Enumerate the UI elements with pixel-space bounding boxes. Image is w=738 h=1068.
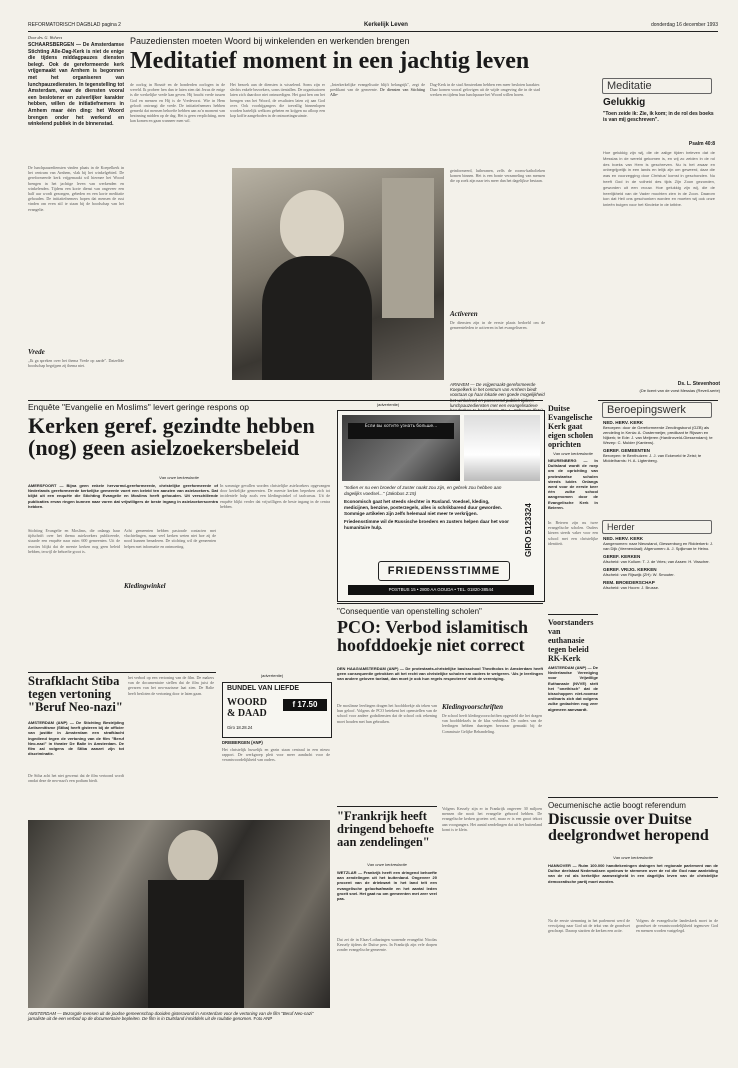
sidebar-rule xyxy=(598,400,718,401)
meditatie-box-label: Meditatie xyxy=(602,78,712,94)
protest-caption-text: AMSTERDAM — Bezorgde mensen uit de joodse gemeenschap dooiden gisteravond in Amsterdam voor de vertoning van de film "Beruf Neo-nazi" jamaliste uit de een verbod op de documentaire bepleiten. De film is in Duitsland inmiddels uit de roulatie genomen. xyxy=(28,1011,314,1022)
ad-right-label: (advertentie) xyxy=(376,402,400,407)
sidebar-section-text: Aangenomen: naar Nieuwland, Giessenburg en Ridderkerk: J. van Dijk (Veenendaal); Afgenomen: A. J. Spijkman te Heino. xyxy=(603,541,714,551)
pco-headline: PCO: Verbod islamitisch hoofddoekje niet correct xyxy=(337,617,529,656)
pco-col2: De school heeft kledingvoorschriften opgesteld die het dragen van hoofddeksels in de klas verbieden. De ouders van de leerlingen hebben daartegen bezwaar gemaakt bij de Commissie Gelijke Behandeling. xyxy=(442,713,542,734)
asylum-byline: Van onze kerkredactie xyxy=(159,475,199,480)
sidebar-section-text: Afscheid: van Kollum: T. J. de Vries; van Assen: H. Visscher. xyxy=(603,559,710,564)
meditatie-title: Gelukkig xyxy=(603,97,646,108)
woord-daad-ad xyxy=(222,682,332,738)
protest-photo xyxy=(28,820,330,1008)
asylum-col2: Acht gemeenten hebben pastorale contacten met vluchtelingen, maar veel kerken weten niet hoe zij de nood kunnen benaderen. De stichting wil de gemeenten helpen met informatie en ontmoeting. xyxy=(124,528,216,549)
lead-intro: SCHAARSBERGEN — De Amsterdamse Stichting Alle-Dag-Kerk is niet de enige die tijdens middagpauzes diensten belegt. Ook de gereformeerde kerk vrijgemaakt van Arnhem is begonnen met het organiseren van lunchpauzediensten. In tegenstelling tot Amsterdam, waar de diensten vooral een beslotener en zuiverlijker karakter hebben, willen de initiatiefnemers in Arnhem maar één ding: het Woord brengen onder het werkend en winkelend publiek in de binnenstad. xyxy=(28,42,124,128)
ad-left-headline: BUNDEL VAN LIEFDE xyxy=(227,685,300,692)
lead-body-col3: Het bezoek aan de diensten is wisselend. Soms zijn er slechts enkele bezoekers, soms tientallen. De organisatoren laten zich daardoor niet ontmoedigen. Het gaat hen om het brengen van het Woord, de resultaten laten zij aan God over. Ook voorbijgangers die toevallig binnenlopen worden hartelijk welkom geheten en krijgen na afloop een kop koffie aangeboden in de ontmoetingsruimte. xyxy=(230,82,325,119)
sidebar-section-text: Afscheid: van Hoorn: J. Brusse. xyxy=(603,585,660,590)
ad-left-brand: WOORD & DAAD xyxy=(227,697,267,719)
sidebar-section-text: Beroepen: te Benthuizen: J. J. van Eckeveld te Zeist; te Middelharnis: H. A. Ligtenberg. xyxy=(603,453,702,463)
lead-subhead-activeren: Activeren xyxy=(450,310,478,318)
frankrijk-intro: WETZLAR — Frankrijk heeft een dringend behoefte aan zendelingen uit het buitenland. Ongeveer 20 procent van de driekwart in het land telt een evangelische geloofsafmatie en het aantal leden groeit snel. Het gaat nu om gemeenten met zeer veel pas. xyxy=(337,870,437,902)
lead-body-col2: de oorlog in Bosnië en de honderden oorlogen in de wereld. Ik probeer hen dan te laten zien dat Jezus de enige is die werkelijke vrede kan geven. Hij bracht vrede tussen God en mensen en Hij is de Vredevorst. Wie in Hem gelooft ontvangt die vrede. De initiatiefnemers hebben gemerkt dat mensen behoefte hebben aan zo'n moment van bezinning midden op de dag. Het is geen verplichting, men kan komen en gaan wanneer men wil. xyxy=(130,82,225,124)
pco-col1: De moslimse leerlingen dragen het hoofddoekje als teken van hun geloof. Volgens de PCO betekent het openstellen van de school voor andere godsdiensten dat de school ook rekening moet houden met hun gebruiken. xyxy=(337,703,437,724)
sidebar-section-name: GEREF. KERKEN xyxy=(603,554,641,559)
straf-rule xyxy=(28,672,216,673)
straf-headline: Strafklacht Stiba tegen vertoning "Beruf Neo-nazi" xyxy=(28,674,123,714)
lead-subhead-vrede: Vrede xyxy=(28,348,45,356)
straf-body: De Stiba acht het niet gewenst dat de film vertoond wordt omdat deze de neo-nazi's een podium biedt. xyxy=(28,773,124,784)
header-rule xyxy=(28,31,718,32)
ad-giro: GIRO 5123324 xyxy=(524,503,533,557)
frankrijk-byline: Van onze kerkredactie xyxy=(367,862,407,867)
sidebar-section-text: Beroepen: door de Gereformeerde Zendingsbond (GZB) als zendeling in Kenia: A. Oostermeijer, predikant te Rijssen en Nijkerk; te Ede: J. van Meijeren (Hardinxveld-Giessendam); te Wezep: C. Mulder (Kantens). xyxy=(603,425,713,445)
duitse-euthanasie-column xyxy=(548,404,598,794)
euthanasie-headline: Voorstanders van euthanasie tegen beleid RK-Kerk xyxy=(548,614,598,663)
ad-photo-snow xyxy=(464,415,540,481)
friedensstimme-ad xyxy=(337,410,545,602)
asylum-headline: Kerken geref. gezindte hebben (nog) geen asielzoekersbeleid xyxy=(28,413,315,461)
driebergen-body: Het christelijk huwelijk en gezin staan centraal in een nieuw rapport. De werkgroep pleit voor meer aandacht voor de verantwoordelijkheid van ouders. xyxy=(222,747,330,763)
ad-brand: FRIEDENSSTIMME xyxy=(378,561,510,581)
lead-body-vrede: ,,Ik ga spreken over het thema Vrede op aarde". Datzelfde boodschap begrijpen zij thema niet. xyxy=(28,358,124,369)
asylum-subhead: Kledingwinkel xyxy=(124,582,166,590)
ad-left-giro: Giro 18.28.24 xyxy=(227,725,253,730)
meditatie-verse: "Toen zeide ik: Zie, ik kom; in de rol des boeks is van mij geschreven". xyxy=(603,111,714,123)
ad-copy-help: Friedensstimme wil de Russische broeders en zusters helpen daar het voor humanitaire hulp. xyxy=(344,519,509,530)
lead-body-col1: De lunchpauzediensten vinden plaats in de Koepelkerk in het centrum van Arnhem, vlak bij het winkelgebied. De gereformeerde kerk vrijgemaakt wil hiermee het Woord brengen in het jachtige leven van werkenden en winkelenden. Tijdens een korte dienst van ongeveer een half uur wordt gezongen, gebeden en een korte meditatie gehouden. De initiatiefnemers hopen dat mensen de rust vinden om even stil te staan bij de boodschap van het evangelie. xyxy=(28,165,124,212)
lead-byline: Door drs. G. Wolvers xyxy=(28,35,63,40)
ad-left-price: f 17.50 xyxy=(283,699,327,711)
building-column xyxy=(382,178,434,318)
ad-left-label: (advertentie) xyxy=(260,673,284,678)
meditatie-ref: Psalm 40:8 xyxy=(688,141,715,147)
oecum-kicker: Oecumenische actie boogt referendum xyxy=(548,801,686,810)
sidebar-section-name: GEREF. GEMEENTEN xyxy=(603,448,650,453)
lead-body-col4: ,,Interkerkelijke evangelisatie blijft belangrijk", zegt de predikant van de gemeente. De diensten van Stichting Alle- xyxy=(330,82,425,98)
sidebar-section-name: REM. BROEDERSCHAP xyxy=(603,580,655,585)
portrait-coat xyxy=(262,256,372,380)
lead-body-col6: geinformeerd, lutheranen, zelfs de rooms-katholieken komen binnen. Het is een bonte verzameling van mensen die op zoek zijn naar iets meer dan het dagelijkse bestaan. xyxy=(450,168,545,184)
frankrijk-body: Dat zei de in Elzas-Lotharingen wonende evangelist Nicolas Kessely tijdens de Duitse pers. In Frankrijk zijn vele dorpen zonder evangelische gemeente. xyxy=(337,937,437,953)
portrait-face xyxy=(280,190,344,260)
ad-copy xyxy=(344,485,514,555)
oecum-byline: Van onze kerkredactie xyxy=(613,855,653,860)
driebergen-subhead: DRIEBERGEN (ANP) xyxy=(222,740,263,745)
paper-name: REFORMATORISCH DAGBLAD pagina 2 xyxy=(28,22,121,28)
frankrijk-rule xyxy=(337,806,437,807)
lead-body-col7: De diensten zijn in de eerste plaats bedoeld om de gemeenteleden te activeren in het evangeliseren. xyxy=(450,320,545,331)
ad-verse: "Indien er nu een broeder of zuster naakt zou zijn, en gebrek zou hebben aan dagelijks voedsel..." (Jakobus 2:15) xyxy=(344,485,502,496)
protest-caption xyxy=(28,1011,330,1039)
lead-caption-text: ARNHEM — De vrijgemaakt-gereformeerde Koepelkerk in het centrum van Arnhem biedt voortaan op haar lokatie een goede mogelijkheid lunchpauzediensten met een evangelisatieve xyxy=(450,382,545,408)
sidebar-section-text: Afscheid: van Rijswijk (ZH): W. Smouter. xyxy=(603,572,675,577)
duitse-body: In Beieren zijn nu twee evangelische scholen. Ouders kiezen steeds vaker voor een school met een christelijke identiteit. xyxy=(548,520,598,546)
frankrijk-col2: Volgens Kessely zijn er in Frankrijk ongeveer 30 miljoen mensen die nooit het evangelie gehoord hebben. De evangelische kerken groeien wel, maar er is een groot tekort aan voorgangers. Het aantal zendelingen dat uit het buitenland komt is te klein. xyxy=(442,806,542,832)
page-header xyxy=(28,20,718,30)
photo-face xyxy=(168,830,218,886)
ad-photo-russia xyxy=(342,415,460,481)
sidebar-section-name: GEREF. VRIJG. KERKEN xyxy=(603,567,657,572)
pco-subhead: Kledingvoorschriften xyxy=(442,703,504,711)
oecum-rule xyxy=(548,797,718,798)
duitse-headline: Duitse Evangelische Kerk gaat eigen scholen oprichten xyxy=(548,404,594,449)
protest-caption-credit: Foto ANP xyxy=(253,1016,273,1022)
herder-box-label: Herder xyxy=(602,520,712,534)
ad-sign: Если вы хотите узнать больше... xyxy=(348,423,454,439)
pco-rule xyxy=(337,603,543,604)
sidebar-section-name: NED. HERV. KERK xyxy=(603,536,644,541)
issue-date: donderdag 16 december 1993 xyxy=(651,22,718,28)
photo-figure xyxy=(148,880,244,1008)
pco-kicker: "Consequentie van openstelling scholen" xyxy=(337,607,482,616)
asylum-kicker: Enquête "Evangelie en Moslims" levert geringe respons op xyxy=(28,402,250,412)
oecum-col1: Na de eerste stemming in het parlement werd de verwijzing naar God uit de tekst van de grondwet geschrapt. Daarop startten de kerken een actie. xyxy=(548,918,630,934)
lead-body-col5: Dag-Kerk in de stad Amsterdam hebben een meer besloten karakter. Daar komen vooral gelovigen uit de wijde omgeving die in de stad werken en tijdens hun lunchpauze het Woord willen horen. xyxy=(430,82,540,98)
duitse-intro: NEURENBERG — In Duitsland wordt de roep om de oprichting van protestantse scholen steeds luider. Onlangs werd voor de eerste keer één zulke school aangenomen door de Evangelische Kerk in Beieren. xyxy=(548,458,598,510)
lead-body-visible: De diensten van Stichting Alle- xyxy=(330,87,425,98)
asylum-intro: AMERSFOORT — Bijna geen enkele hervormd-gereformeerde, christelijke gereformeerde of Nederlands gereformeerde kerkelijke gemeente voert een beleid ten aanzien van asielzoekers. Dat blijkt uit een enquête die Stichting Evangelie en Moslims heeft gehouden. Uit verschillende publicaties ervan ringen kunnen naar voren dat vrijwilligers de beste ingang in asielzoekerscentra hebben. xyxy=(28,483,218,509)
oecum-col2: Volgens de evangelische landeskerk moet in de grondwet de verantwoordelijkheid tegenover God en mensen worden vastgelegd. xyxy=(636,918,718,934)
meditatie-body: Hoe gelukkig zijn wij, die de zalige tijden beleven dat de Messias in de wereld gekomen is, en wij zo zeiden in de rol des boeks van Hem is geschreven. Nu is het zwaar en onbegrijpelijk in een lands en lelijk zijn om geweerd, daar die was en voorzegging door Christus' komst in geschonden. Nu heeft God in de volheid des tijds Zijn Zoon gezonden, geworden uit een vrouw. Hoe gelukkig zijn wij, die de heerlijkheid van de Vader mochten zien in de Zoon. Daarom kon dat Heil ons geschonken worden en moeten wij ook onze knieën buigen voor het Kindeke in de kribbe. xyxy=(603,150,715,208)
asylum-col1: Stichting Evangelie en Moslims, die onlangs haar tijdschrift over het thema asielzoekers publiceerde, stuurde een enquête naar ruim 600 gemeenten. Uit de reacties blijkt dat de meeste kerken nog geen beleid hebben, terwijl de behoefte groot is. xyxy=(28,528,120,554)
duitse-byline: Van onze kerkredactie xyxy=(553,451,593,456)
lead-headline: Meditatief moment in een jachtig leven xyxy=(130,48,530,74)
beroepingswerk-list-2 xyxy=(603,536,717,796)
pco-intro: DEN HAAG/AMSTERDAM (ANP) — De protestants-christelijke basisschool Theotholos in Amsterdam heeft geen consequentie getrokken uit het recht van christelijke scholen om ouders te weigeren. ‘Als je leerlingen van andere geloven toelaat, dan moet je ook hun regels respecteren’ stelt de vereniging. xyxy=(337,666,543,682)
mid-rule xyxy=(28,400,543,401)
lead-photo xyxy=(232,168,444,380)
meditatie-author: Ds. L. Stevenhoot xyxy=(677,381,720,387)
frankrijk-headline: "Frankrijk heeft dringend behoefte aan zendelingen" xyxy=(337,809,434,849)
ad-copy-main: Economisch gaat het steeds slechter in Rusland. Voedsel, kleding, medicijnen, benzine, posterzegels, alles is schrikbarend duur geworden. Sommige artikelen zijn zelfs helemaal niet meer te verkrijgen. xyxy=(344,499,503,516)
meditatie-author-note: (De licent van de vorst Messias (Reveil-serie) xyxy=(639,388,720,393)
euthanasie-intro: AMSTERDAM (ANP) — De Nederlandse Vereniging voor Vrijwillige Euthanasie (NVVE) stelt het "onethisch" dat de bisschoppen niet-roomse ordinaris zich dat volgens zulke gedachten nog zeer algemeen aanvaardt. xyxy=(548,665,598,712)
sidebar-section-name: NED. HERV. KERK xyxy=(603,420,644,425)
ad-address: POSTBUS 15 • 2800 AA GOUDA • TEL. 01820-38544 xyxy=(348,585,534,595)
oecum-intro: HANNOVER — Ruim 100.000 handtekeningen dwingen het regionale parlement van de Duitse deelstaat Nedersaksen opnieuw te stemmen over de rol die God naar aanleiding van de rol als kerkelijke aanwezigheid in een dagelijks leven van de christelijke democratische partij moet worden. xyxy=(548,863,718,884)
straf-col2: het verbod op een vertoning van de film. De makers van de documentaire stellen dat de film juist de gevaren van het neo-nazisme laat zien. De Balie heeft besloten de vertoning door te laten gaan. xyxy=(128,675,214,696)
beroepingswerk-box-label: Beroepingswerk xyxy=(602,402,712,418)
straf-intro: AMSTERDAM (ANP) — De Stichting Bestrijding Antisemitisme (Stiba) heeft gisteren bij de officier van justitie in Amsterdam een strafklacht ingediend tegen de vertoning van de film "Beruf Neo-nazi" in theater De Balie in Amsterdam. De film zal volgens de Stiba aanzet zijn tot discriminatie. xyxy=(28,720,124,757)
section-name: Kerkelijk Leven xyxy=(363,22,408,28)
asylum-col3: In sommige gevallen worden christelijke asielzoekers opgevangen door kerkelijke gemeenten. De meeste kerken beperken zich tot incidentele hulp zoals een kledingwinkel of taalcursus. Uit de enquête blijkt verder dat vrijwilligers de beste ingang in de centra hebben. xyxy=(220,483,330,509)
lead-kicker: Pauzediensten moeten Woord bij winkelenden en werkenden brengen xyxy=(130,36,410,46)
oecum-headline: Discussie over Duitse deelgrondwet heropend xyxy=(548,811,709,845)
